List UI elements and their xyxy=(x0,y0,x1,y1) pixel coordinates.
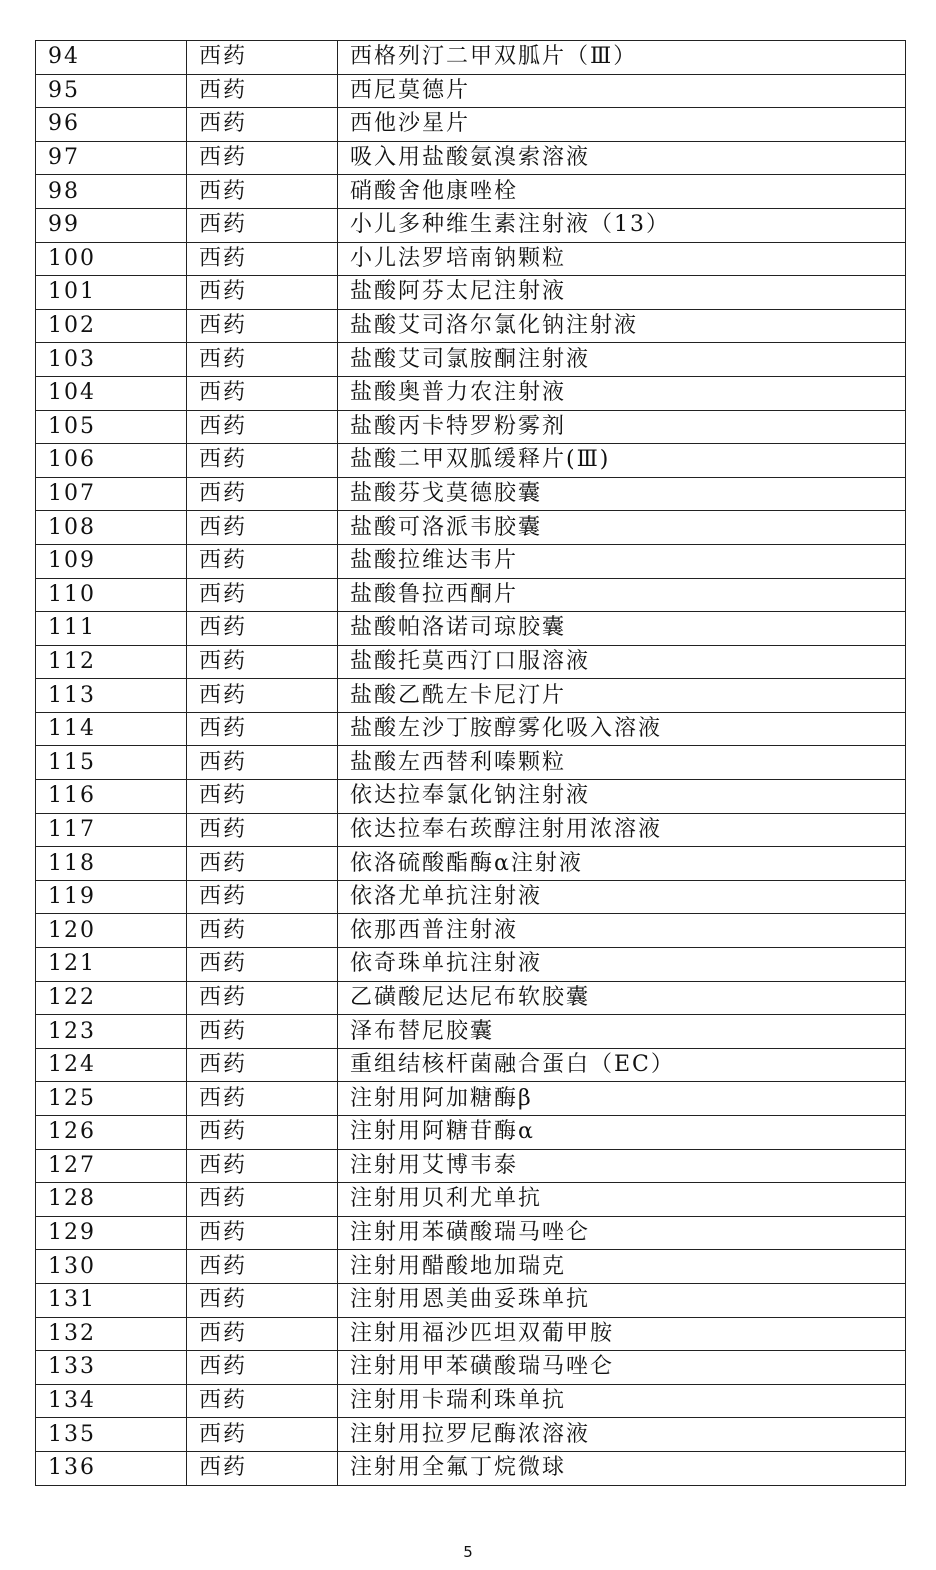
category-cell: 西药 xyxy=(187,41,338,75)
table-row xyxy=(36,847,906,881)
row-number-cell: 114 xyxy=(36,712,187,746)
table-row xyxy=(36,1451,906,1485)
table-row xyxy=(36,141,906,175)
row-number-cell: 98 xyxy=(36,175,187,209)
row-number-cell: 134 xyxy=(36,1384,187,1418)
table-row xyxy=(36,1082,906,1116)
drug-name-cell: 盐酸左西替利嗪颗粒 xyxy=(338,746,906,780)
table-row xyxy=(36,813,906,847)
row-number-cell: 108 xyxy=(36,511,187,545)
drug-name-cell: 注射用卡瑞利珠单抗 xyxy=(338,1384,906,1418)
drug-name-cell: 注射用阿糖苷酶α xyxy=(338,1116,906,1150)
category-cell: 西药 xyxy=(187,511,338,545)
table-row xyxy=(36,242,906,276)
category-cell: 西药 xyxy=(187,343,338,377)
category-cell: 西药 xyxy=(187,544,338,578)
table-row xyxy=(36,1384,906,1418)
table-row xyxy=(36,544,906,578)
row-number-cell: 103 xyxy=(36,343,187,377)
table-row xyxy=(36,780,906,814)
drug-name-cell: 西他沙星片 xyxy=(338,108,906,142)
row-number-cell: 101 xyxy=(36,276,187,310)
category-cell: 西药 xyxy=(187,477,338,511)
category-cell: 西药 xyxy=(187,1451,338,1485)
table-row xyxy=(36,376,906,410)
category-cell: 西药 xyxy=(187,847,338,881)
category-cell: 西药 xyxy=(187,444,338,478)
drug-name-cell: 西格列汀二甲双胍片（Ⅲ） xyxy=(338,41,906,75)
row-number-cell: 104 xyxy=(36,376,187,410)
category-cell: 西药 xyxy=(187,242,338,276)
category-cell: 西药 xyxy=(187,1317,338,1351)
table-row xyxy=(36,1250,906,1284)
row-number-cell: 102 xyxy=(36,309,187,343)
category-cell: 西药 xyxy=(187,880,338,914)
table-row xyxy=(36,578,906,612)
row-number-cell: 122 xyxy=(36,981,187,1015)
category-cell: 西药 xyxy=(187,1351,338,1385)
row-number-cell: 94 xyxy=(36,41,187,75)
drug-name-cell: 注射用苯磺酸瑞马唑仑 xyxy=(338,1216,906,1250)
row-number-cell: 118 xyxy=(36,847,187,881)
row-number-cell: 99 xyxy=(36,208,187,242)
page-number: 5 xyxy=(463,1543,473,1561)
table-row xyxy=(36,1149,906,1183)
category-cell: 西药 xyxy=(187,74,338,108)
row-number-cell: 107 xyxy=(36,477,187,511)
table-row xyxy=(36,108,906,142)
drug-name-cell: 盐酸鲁拉西酮片 xyxy=(338,578,906,612)
category-cell: 西药 xyxy=(187,141,338,175)
drug-list-body xyxy=(36,41,906,1486)
table-row xyxy=(36,41,906,75)
drug-name-cell: 依达拉奉右莰醇注射用浓溶液 xyxy=(338,813,906,847)
row-number-cell: 95 xyxy=(36,74,187,108)
row-number-cell: 111 xyxy=(36,612,187,646)
row-number-cell: 110 xyxy=(36,578,187,612)
table-row xyxy=(36,679,906,713)
category-cell: 西药 xyxy=(187,1048,338,1082)
table-row xyxy=(36,511,906,545)
row-number-cell: 112 xyxy=(36,645,187,679)
category-cell: 西药 xyxy=(187,1384,338,1418)
drug-name-cell: 注射用阿加糖酶β xyxy=(338,1082,906,1116)
category-cell: 西药 xyxy=(187,276,338,310)
row-number-cell: 106 xyxy=(36,444,187,478)
drug-name-cell: 注射用恩美曲妥珠单抗 xyxy=(338,1283,906,1317)
category-cell: 西药 xyxy=(187,813,338,847)
table-row xyxy=(36,1015,906,1049)
table-row xyxy=(36,1183,906,1217)
table-row xyxy=(36,208,906,242)
drug-name-cell: 注射用拉罗尼酶浓溶液 xyxy=(338,1418,906,1452)
drug-name-cell: 注射用艾博韦泰 xyxy=(338,1149,906,1183)
table-row xyxy=(36,444,906,478)
row-number-cell: 127 xyxy=(36,1149,187,1183)
drug-name-cell: 乙磺酸尼达尼布软胶囊 xyxy=(338,981,906,1015)
drug-name-cell: 注射用甲苯磺酸瑞马唑仑 xyxy=(338,1351,906,1385)
category-cell: 西药 xyxy=(187,1418,338,1452)
category-cell: 西药 xyxy=(187,208,338,242)
table-row xyxy=(36,948,906,982)
row-number-cell: 125 xyxy=(36,1082,187,1116)
table-row xyxy=(36,1418,906,1452)
row-number-cell: 135 xyxy=(36,1418,187,1452)
drug-name-cell: 盐酸帕洛诺司琼胶囊 xyxy=(338,612,906,646)
category-cell: 西药 xyxy=(187,376,338,410)
table-row xyxy=(36,645,906,679)
drug-name-cell: 盐酸二甲双胍缓释片(Ⅲ) xyxy=(338,444,906,478)
row-number-cell: 132 xyxy=(36,1317,187,1351)
table-row xyxy=(36,914,906,948)
category-cell: 西药 xyxy=(187,712,338,746)
row-number-cell: 124 xyxy=(36,1048,187,1082)
drug-list-table xyxy=(35,40,906,1486)
row-number-cell: 131 xyxy=(36,1283,187,1317)
table-row xyxy=(36,410,906,444)
drug-name-cell: 盐酸芬戈莫德胶囊 xyxy=(338,477,906,511)
table-row xyxy=(36,712,906,746)
category-cell: 西药 xyxy=(187,578,338,612)
drug-name-cell: 注射用醋酸地加瑞克 xyxy=(338,1250,906,1284)
row-number-cell: 97 xyxy=(36,141,187,175)
drug-name-cell: 泽布替尼胶囊 xyxy=(338,1015,906,1049)
category-cell: 西药 xyxy=(187,1116,338,1150)
row-number-cell: 120 xyxy=(36,914,187,948)
category-cell: 西药 xyxy=(187,1216,338,1250)
table-row xyxy=(36,981,906,1015)
drug-name-cell: 吸入用盐酸氨溴索溶液 xyxy=(338,141,906,175)
drug-name-cell: 盐酸丙卡特罗粉雾剂 xyxy=(338,410,906,444)
drug-name-cell: 依那西普注射液 xyxy=(338,914,906,948)
drug-name-cell: 盐酸托莫西汀口服溶液 xyxy=(338,645,906,679)
row-number-cell: 116 xyxy=(36,780,187,814)
category-cell: 西药 xyxy=(187,1015,338,1049)
row-number-cell: 136 xyxy=(36,1451,187,1485)
drug-name-cell: 注射用贝利尤单抗 xyxy=(338,1183,906,1217)
table-row xyxy=(36,612,906,646)
row-number-cell: 126 xyxy=(36,1116,187,1150)
row-number-cell: 117 xyxy=(36,813,187,847)
row-number-cell: 129 xyxy=(36,1216,187,1250)
table-row xyxy=(36,343,906,377)
drug-name-cell: 依奇珠单抗注射液 xyxy=(338,948,906,982)
drug-name-cell: 依达拉奉氯化钠注射液 xyxy=(338,780,906,814)
category-cell: 西药 xyxy=(187,981,338,1015)
table-row xyxy=(36,1216,906,1250)
drug-name-cell: 盐酸艾司洛尔氯化钠注射液 xyxy=(338,309,906,343)
drug-name-cell: 盐酸拉维达韦片 xyxy=(338,544,906,578)
table-row xyxy=(36,1317,906,1351)
category-cell: 西药 xyxy=(187,108,338,142)
category-cell: 西药 xyxy=(187,645,338,679)
category-cell: 西药 xyxy=(187,948,338,982)
category-cell: 西药 xyxy=(187,780,338,814)
table-row xyxy=(36,74,906,108)
category-cell: 西药 xyxy=(187,410,338,444)
category-cell: 西药 xyxy=(187,175,338,209)
row-number-cell: 130 xyxy=(36,1250,187,1284)
row-number-cell: 96 xyxy=(36,108,187,142)
drug-name-cell: 重组结核杆菌融合蛋白（EC） xyxy=(338,1048,906,1082)
category-cell: 西药 xyxy=(187,612,338,646)
drug-name-cell: 小儿法罗培南钠颗粒 xyxy=(338,242,906,276)
drug-name-cell: 依洛硫酸酯酶α注射液 xyxy=(338,847,906,881)
row-number-cell: 105 xyxy=(36,410,187,444)
drug-name-cell: 盐酸乙酰左卡尼汀片 xyxy=(338,679,906,713)
table-row xyxy=(36,1283,906,1317)
row-number-cell: 119 xyxy=(36,880,187,914)
row-number-cell: 113 xyxy=(36,679,187,713)
drug-name-cell: 硝酸舍他康唑栓 xyxy=(338,175,906,209)
table-row xyxy=(36,276,906,310)
row-number-cell: 100 xyxy=(36,242,187,276)
drug-name-cell: 盐酸左沙丁胺醇雾化吸入溶液 xyxy=(338,712,906,746)
category-cell: 西药 xyxy=(187,1149,338,1183)
table-row xyxy=(36,1351,906,1385)
drug-name-cell: 盐酸奥普力农注射液 xyxy=(338,376,906,410)
table-row xyxy=(36,175,906,209)
drug-name-cell: 注射用全氟丁烷微球 xyxy=(338,1451,906,1485)
drug-name-cell: 盐酸艾司氯胺酮注射液 xyxy=(338,343,906,377)
table-row xyxy=(36,1116,906,1150)
drug-name-cell: 小儿多种维生素注射液（13） xyxy=(338,208,906,242)
drug-name-cell: 盐酸可洛派韦胶囊 xyxy=(338,511,906,545)
row-number-cell: 115 xyxy=(36,746,187,780)
row-number-cell: 133 xyxy=(36,1351,187,1385)
category-cell: 西药 xyxy=(187,914,338,948)
category-cell: 西药 xyxy=(187,1183,338,1217)
category-cell: 西药 xyxy=(187,309,338,343)
table-row xyxy=(36,1048,906,1082)
category-cell: 西药 xyxy=(187,1250,338,1284)
row-number-cell: 121 xyxy=(36,948,187,982)
row-number-cell: 123 xyxy=(36,1015,187,1049)
category-cell: 西药 xyxy=(187,1082,338,1116)
table-row xyxy=(36,746,906,780)
row-number-cell: 128 xyxy=(36,1183,187,1217)
category-cell: 西药 xyxy=(187,679,338,713)
drug-name-cell: 依洛尤单抗注射液 xyxy=(338,880,906,914)
drug-name-cell: 西尼莫德片 xyxy=(338,74,906,108)
drug-name-cell: 盐酸阿芬太尼注射液 xyxy=(338,276,906,310)
table-row xyxy=(36,309,906,343)
row-number-cell: 109 xyxy=(36,544,187,578)
table-row xyxy=(36,477,906,511)
category-cell: 西药 xyxy=(187,1283,338,1317)
drug-name-cell: 注射用福沙匹坦双葡甲胺 xyxy=(338,1317,906,1351)
table-row xyxy=(36,880,906,914)
category-cell: 西药 xyxy=(187,746,338,780)
